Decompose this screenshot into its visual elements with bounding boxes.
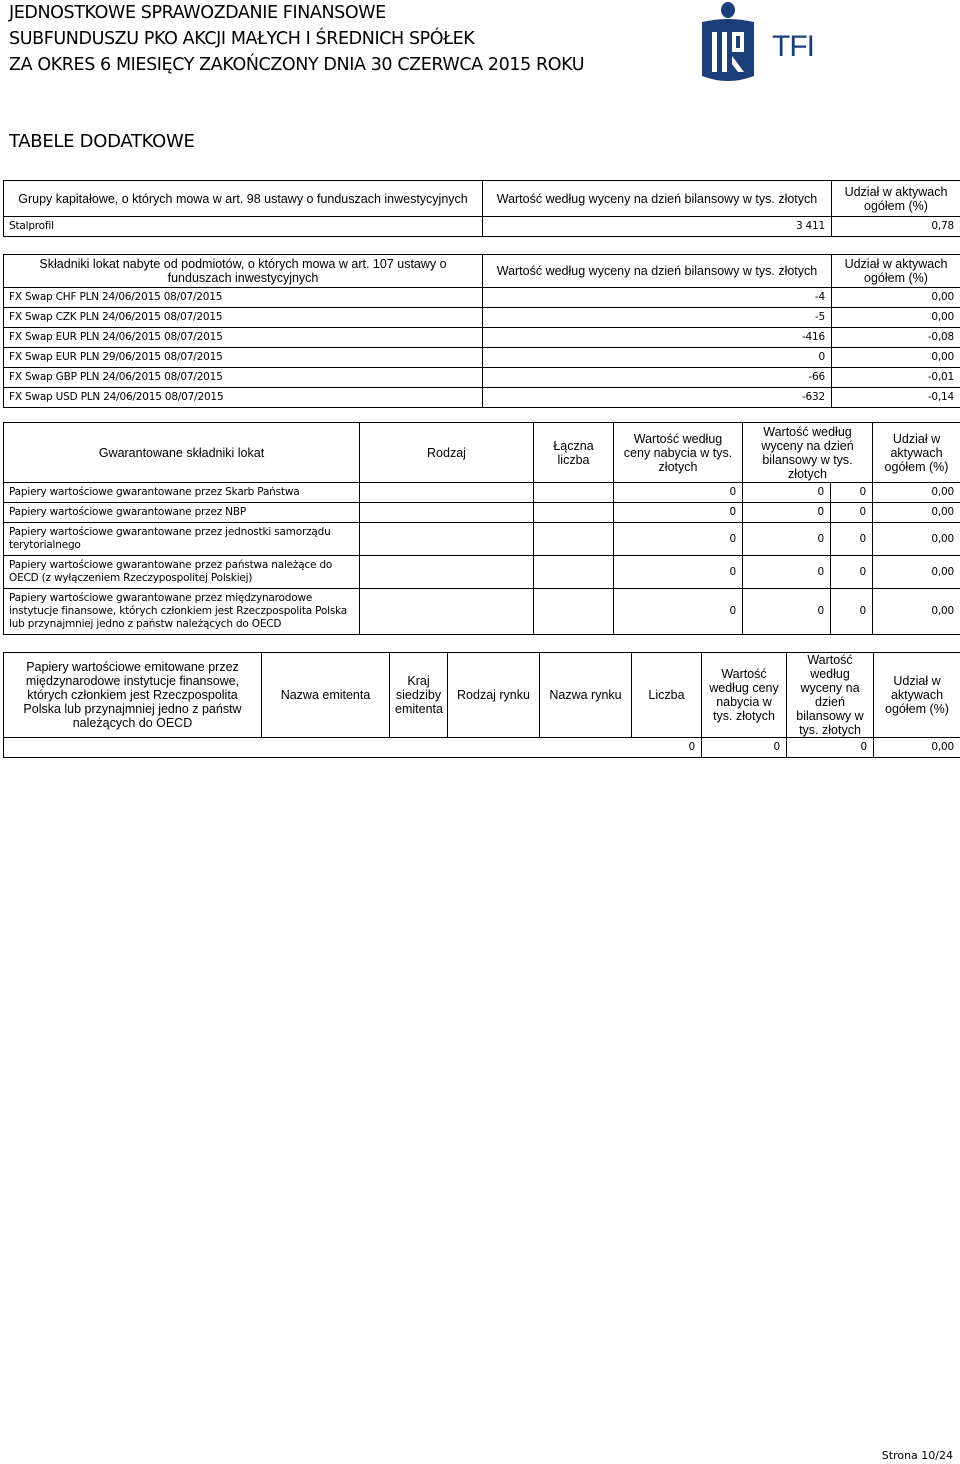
table-header-row	[4, 653, 960, 738]
column-header: Wartość według wyceny na dzień bilansowy w tys. złotych	[483, 181, 832, 217]
column-header: Udział w aktywach ogółem (%)	[874, 653, 960, 738]
table-cell	[360, 483, 534, 503]
table-cell: FX Swap CHF PLN 24/06/2015 08/07/2015	[4, 288, 483, 308]
column-header: Udział w aktywach ogółem (%)	[832, 255, 960, 288]
column-header: Kraj siedziby emitenta	[390, 653, 448, 738]
table-cell: 0	[743, 503, 831, 523]
table-cell: 0	[831, 556, 873, 589]
table-cell: FX Swap EUR PLN 29/06/2015 08/07/2015	[4, 348, 483, 368]
header-line-3: ZA OKRES 6 MIESIĘCY ZAKOŃCZONY DNIA 30 CZERWCA 2015 ROKU	[9, 55, 585, 75]
table-cell: -632	[483, 388, 832, 408]
table-cell: 0,00	[832, 308, 960, 328]
table-cell: 0	[743, 589, 831, 635]
table-row	[4, 308, 960, 328]
table-row	[4, 328, 960, 348]
table-cell: 0	[831, 589, 873, 635]
table-cell: FX Swap USD PLN 24/06/2015 08/07/2015	[4, 388, 483, 408]
table-cell	[534, 556, 614, 589]
table-cell: FX Swap EUR PLN 24/06/2015 08/07/2015	[4, 328, 483, 348]
column-header: Papiery wartościowe emitowane przez międzynarodowe instytucje finansowe, których członkiem jest Rzeczpospolita Polska lub przynajmniej jedno z państw należących do OECD	[4, 653, 262, 738]
table-cell: 0,00	[873, 556, 960, 589]
table-cell: -416	[483, 328, 832, 348]
table-cell: -0,08	[832, 328, 960, 348]
table-cell	[360, 556, 534, 589]
column-header: Składniki lokat nabyte od podmiotów, o których mowa w art. 107 ustawy o funduszach inwestycyjnych	[4, 255, 483, 288]
column-header: Wartość według wyceny na dzień bilansowy w tys. złotych	[787, 653, 874, 738]
table-cell: 0	[483, 348, 832, 368]
guaranteed-assets-table	[3, 422, 960, 635]
table-row	[4, 483, 960, 503]
table-cell: 0	[831, 523, 873, 556]
table-header-row	[4, 423, 960, 483]
table-cell: Papiery wartościowe gwarantowane przez międzynarodowe instytucje finansowe, których członkiem jest Rzeczpospolita Polska lub przynajmniej jedno z państw należących do OECD	[4, 589, 360, 635]
table-cell: 0	[614, 589, 743, 635]
table-cell	[360, 589, 534, 635]
table-cell	[360, 503, 534, 523]
table-cell: 0	[614, 503, 743, 523]
table-row	[4, 589, 960, 635]
column-header: Wartość według wyceny na dzień bilansowy w tys. złotych	[483, 255, 832, 288]
pko-tfi-logo	[698, 0, 818, 84]
table-cell: Papiery wartościowe gwarantowane przez Skarb Państwa	[4, 483, 360, 503]
header-line-1: JEDNOSTKOWE SPRAWOZDANIE FINANSOWE	[9, 3, 386, 23]
table-cell: 3 411	[483, 217, 832, 237]
table-cell: 0	[614, 556, 743, 589]
table-cell: 0	[831, 503, 873, 523]
table-cell	[360, 523, 534, 556]
column-header: Rodzaj	[360, 423, 534, 483]
logo-text: TFI	[772, 30, 814, 63]
table-cell: 0,00	[832, 348, 960, 368]
header-line-2: SUBFUNDUSZU PKO AKCJI MAŁYCH I ŚREDNICH SPÓŁEK	[9, 29, 475, 49]
capital-groups-table	[3, 180, 960, 237]
table-header-row	[4, 181, 960, 217]
table-cell: -4	[483, 288, 832, 308]
table-cell: 0	[614, 483, 743, 503]
column-header: Rodzaj rynku	[448, 653, 540, 738]
table-cell	[534, 523, 614, 556]
table-cell: Stalprofil	[4, 217, 483, 237]
table-cell: -0,14	[832, 388, 960, 408]
table-row	[4, 523, 960, 556]
table-cell: Papiery wartościowe gwarantowane przez NBP	[4, 503, 360, 523]
table-cell: 0	[743, 523, 831, 556]
table-header-row	[4, 255, 960, 288]
table-cell	[4, 738, 632, 758]
table-row	[4, 556, 960, 589]
column-header: Łączna liczba	[534, 423, 614, 483]
column-header: Nazwa rynku	[540, 653, 632, 738]
table-row	[4, 348, 960, 368]
table-cell	[534, 503, 614, 523]
table-row	[4, 388, 960, 408]
column-header: Wartość według ceny nabycia w tys. złotych	[614, 423, 743, 483]
table-cell: 0	[743, 556, 831, 589]
international-issuers-table	[3, 652, 960, 758]
table-cell: 0	[614, 523, 743, 556]
table-cell	[534, 483, 614, 503]
table-cell: 0,78	[832, 217, 960, 237]
column-header: Gwarantowane składniki lokat	[4, 423, 360, 483]
table-cell: Papiery wartościowe gwarantowane przez państwa należące do OECD (z wyłączeniem Rzeczypospolitej Polskiej)	[4, 556, 360, 589]
table-cell: 0	[743, 483, 831, 503]
section-title: TABELE DODATKOWE	[9, 131, 195, 152]
column-header: Wartość według ceny nabycia w tys. złotych	[702, 653, 787, 738]
table-cell: FX Swap GBP PLN 24/06/2015 08/07/2015	[4, 368, 483, 388]
table-cell: 0,00	[873, 503, 960, 523]
table-cell: 0,00	[873, 523, 960, 556]
table-cell: 0	[787, 738, 874, 758]
table-cell: Papiery wartościowe gwarantowane przez jednostki samorządu terytorialnego	[4, 523, 360, 556]
column-header: Udział w aktywach ogółem (%)	[873, 423, 960, 483]
page-number: Strona 10/24	[881, 1449, 953, 1462]
table-row	[4, 738, 960, 758]
table-cell: 0,00	[832, 288, 960, 308]
table-cell: 0,00	[873, 589, 960, 635]
column-header: Udział w aktywach ogółem (%)	[832, 181, 960, 217]
table-cell: FX Swap CZK PLN 24/06/2015 08/07/2015	[4, 308, 483, 328]
table-cell: 0,00	[873, 483, 960, 503]
table-row	[4, 368, 960, 388]
table-cell: 0,00	[874, 738, 960, 758]
document-header	[9, 0, 584, 78]
table-cell: 0	[632, 738, 702, 758]
related-party-assets-table	[3, 254, 960, 408]
column-header: Liczba	[632, 653, 702, 738]
table-cell	[534, 589, 614, 635]
table-cell: -5	[483, 308, 832, 328]
column-header: Grupy kapitałowe, o których mowa w art. 98 ustawy o funduszach inwestycyjnych	[4, 181, 483, 217]
column-header: Nazwa emitenta	[262, 653, 390, 738]
table-cell: -0,01	[832, 368, 960, 388]
table-cell: 0	[831, 483, 873, 503]
table-cell: 0	[702, 738, 787, 758]
column-header: Wartość według wyceny na dzień bilansowy w tys. złotych	[743, 423, 873, 483]
table-row	[4, 503, 960, 523]
pko-shield-icon	[698, 0, 758, 84]
table-row	[4, 288, 960, 308]
table-cell: -66	[483, 368, 832, 388]
table-row	[4, 217, 960, 237]
